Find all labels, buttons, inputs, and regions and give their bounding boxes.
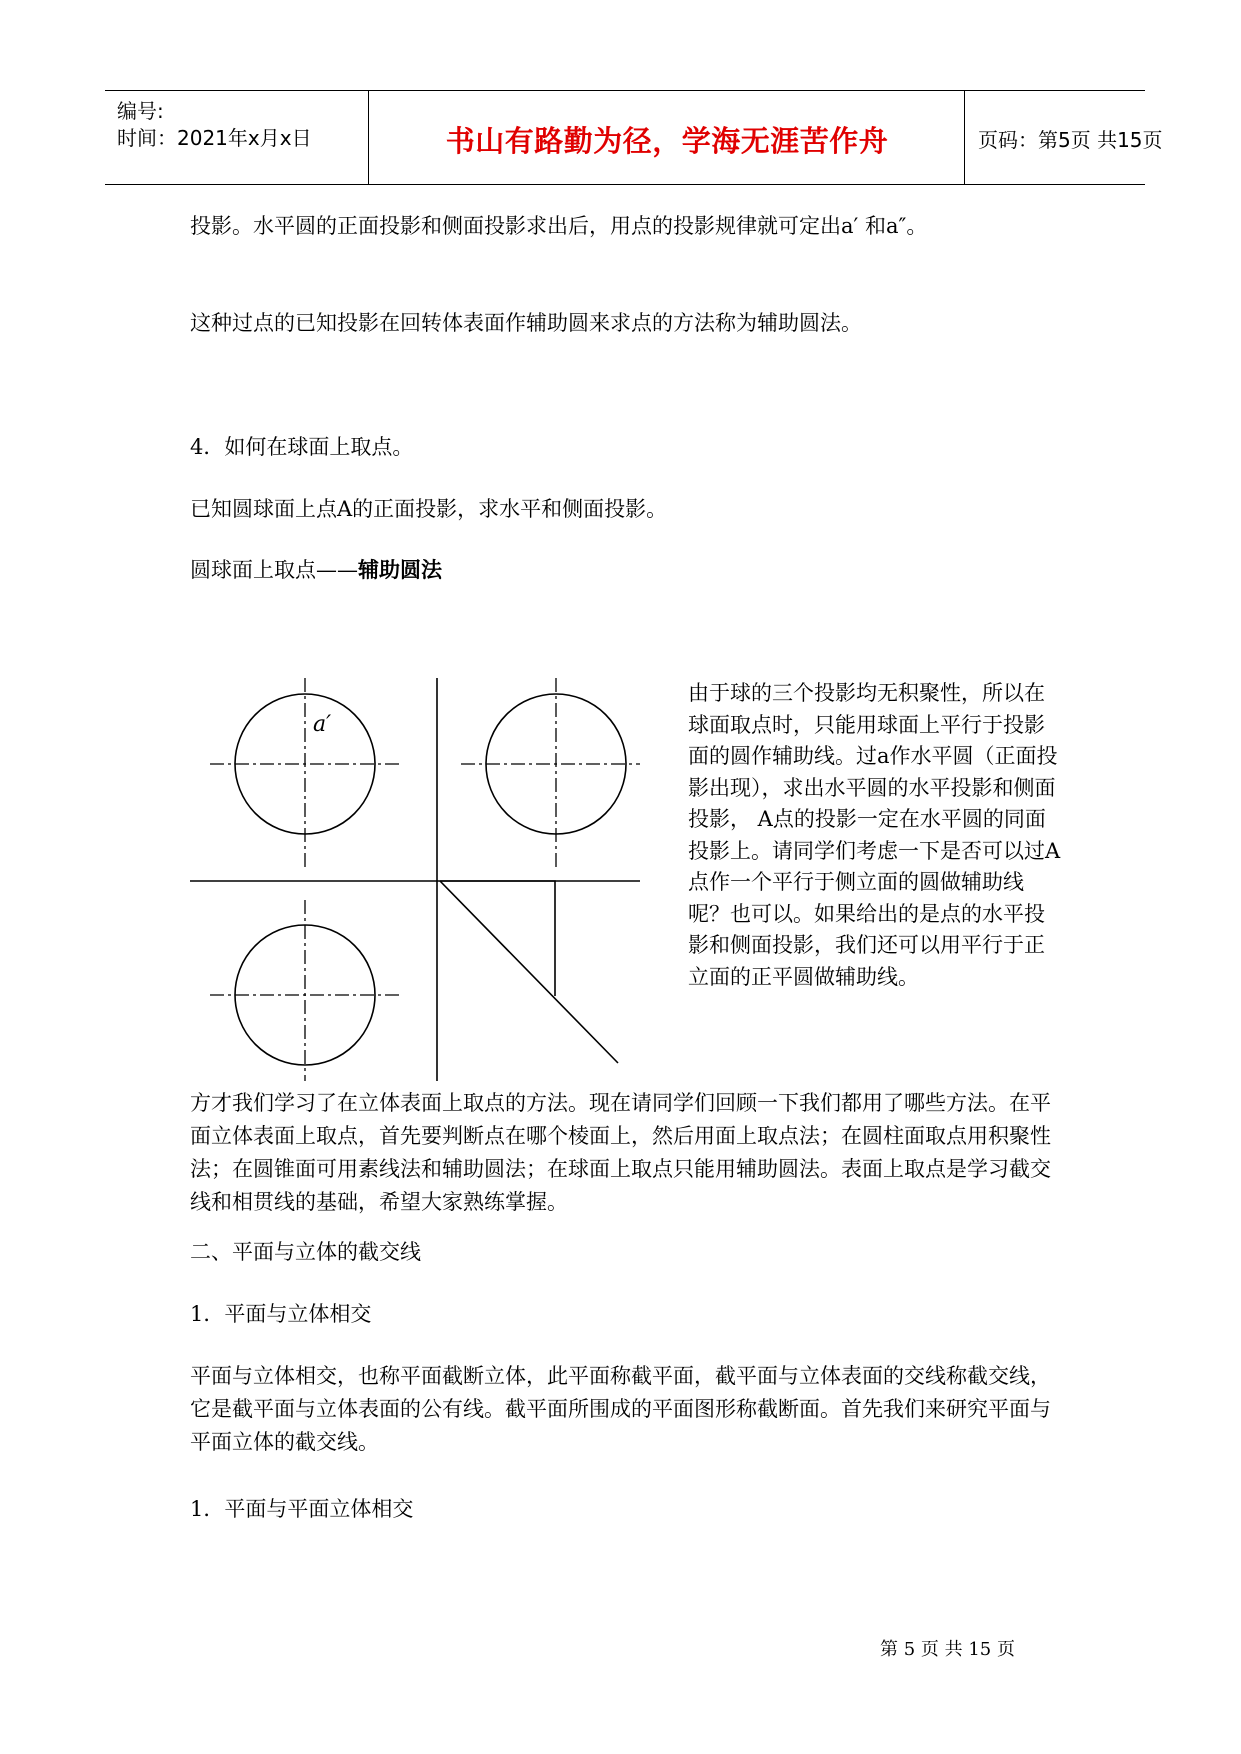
p5-prefix: 圆球面上取点——	[190, 558, 358, 582]
page-header	[105, 90, 1163, 185]
header-meta-cell	[105, 91, 369, 184]
paragraph-1: 投影。水平圆的正面投影和侧面投影求出后，用点的投影规律就可定出a′ 和a″。	[190, 214, 928, 238]
paragraph-9: 平面与立体相交，也称平面截断立体，此平面称截平面，截平面与立体表面的交线称截交线，它是截平面与立体表面的公有线。截平面所围成的平面图形称截断面。首先我们来研究平面与平面立体的截交线。	[190, 1364, 1051, 1454]
serial-label: 编号:	[117, 99, 164, 123]
time-label: 时间：2021年x月x日	[117, 126, 312, 150]
section-heading-2: 二、平面与立体的截交线	[190, 1240, 421, 1264]
paragraph-6: 方才我们学习了在立体表面上取点的方法。现在请同学们回顾一下我们都用了哪些方法。在平面立体表面上取点，首先要判断点在哪个棱面上，然后用面上取点法；在圆柱面取点用积聚性法；在圆锥面可用素线法和辅助圆法；在球面上取点只能用辅助圆法。表面上取点是学习截交线和相贯线的基础，希望大家熟练掌握。	[190, 1091, 1051, 1214]
paragraph-8: 1．平面与立体相交	[190, 1302, 372, 1326]
p5-bold: 辅助圆法	[358, 558, 442, 582]
mitre-line	[440, 881, 618, 1063]
motto: 书山有路勤为径，学海无涯苦作舟	[445, 124, 889, 158]
paragraph-2: 这种过点的已知投影在回转体表面作辅助圆来求点的方法称为辅助圆法。	[190, 311, 862, 335]
page-footer: 第 5 页 共 15 页	[880, 1639, 1015, 1660]
page-number-label: 页码：第5页 共15页	[978, 128, 1163, 152]
paragraph-heading-sphere: 4．如何在球面上取点。	[190, 435, 414, 459]
point-a-label: a′	[313, 712, 332, 737]
header-page-cell	[966, 91, 1163, 184]
paragraph-10: 1．平面与平面立体相交	[190, 1497, 414, 1521]
header-motto-cell	[370, 91, 965, 184]
sphere-projection-figure	[190, 678, 640, 1081]
paragraph-4: 已知圆球面上点A的正面投影，求水平和侧面投影。	[190, 497, 668, 521]
paragraph-5	[190, 554, 1062, 587]
figure-side-text: 由于球的三个投影均无积聚性，所以在球面取点时，只能用球面上平行于投影面的圆作辅助线。过a作水平圆（正面投影出现），求出水平圆的水平投影和侧面投影， A点的投影一定在水平圆的同面投影上。请同学们考虑一下是否可以过A点作一个平行于侧立面的圆做辅助线呢？也可以。如果给出的是点的水平投影和侧面投影，我们还可以用平行于正立面的正平圆做辅助线。	[688, 681, 1061, 989]
